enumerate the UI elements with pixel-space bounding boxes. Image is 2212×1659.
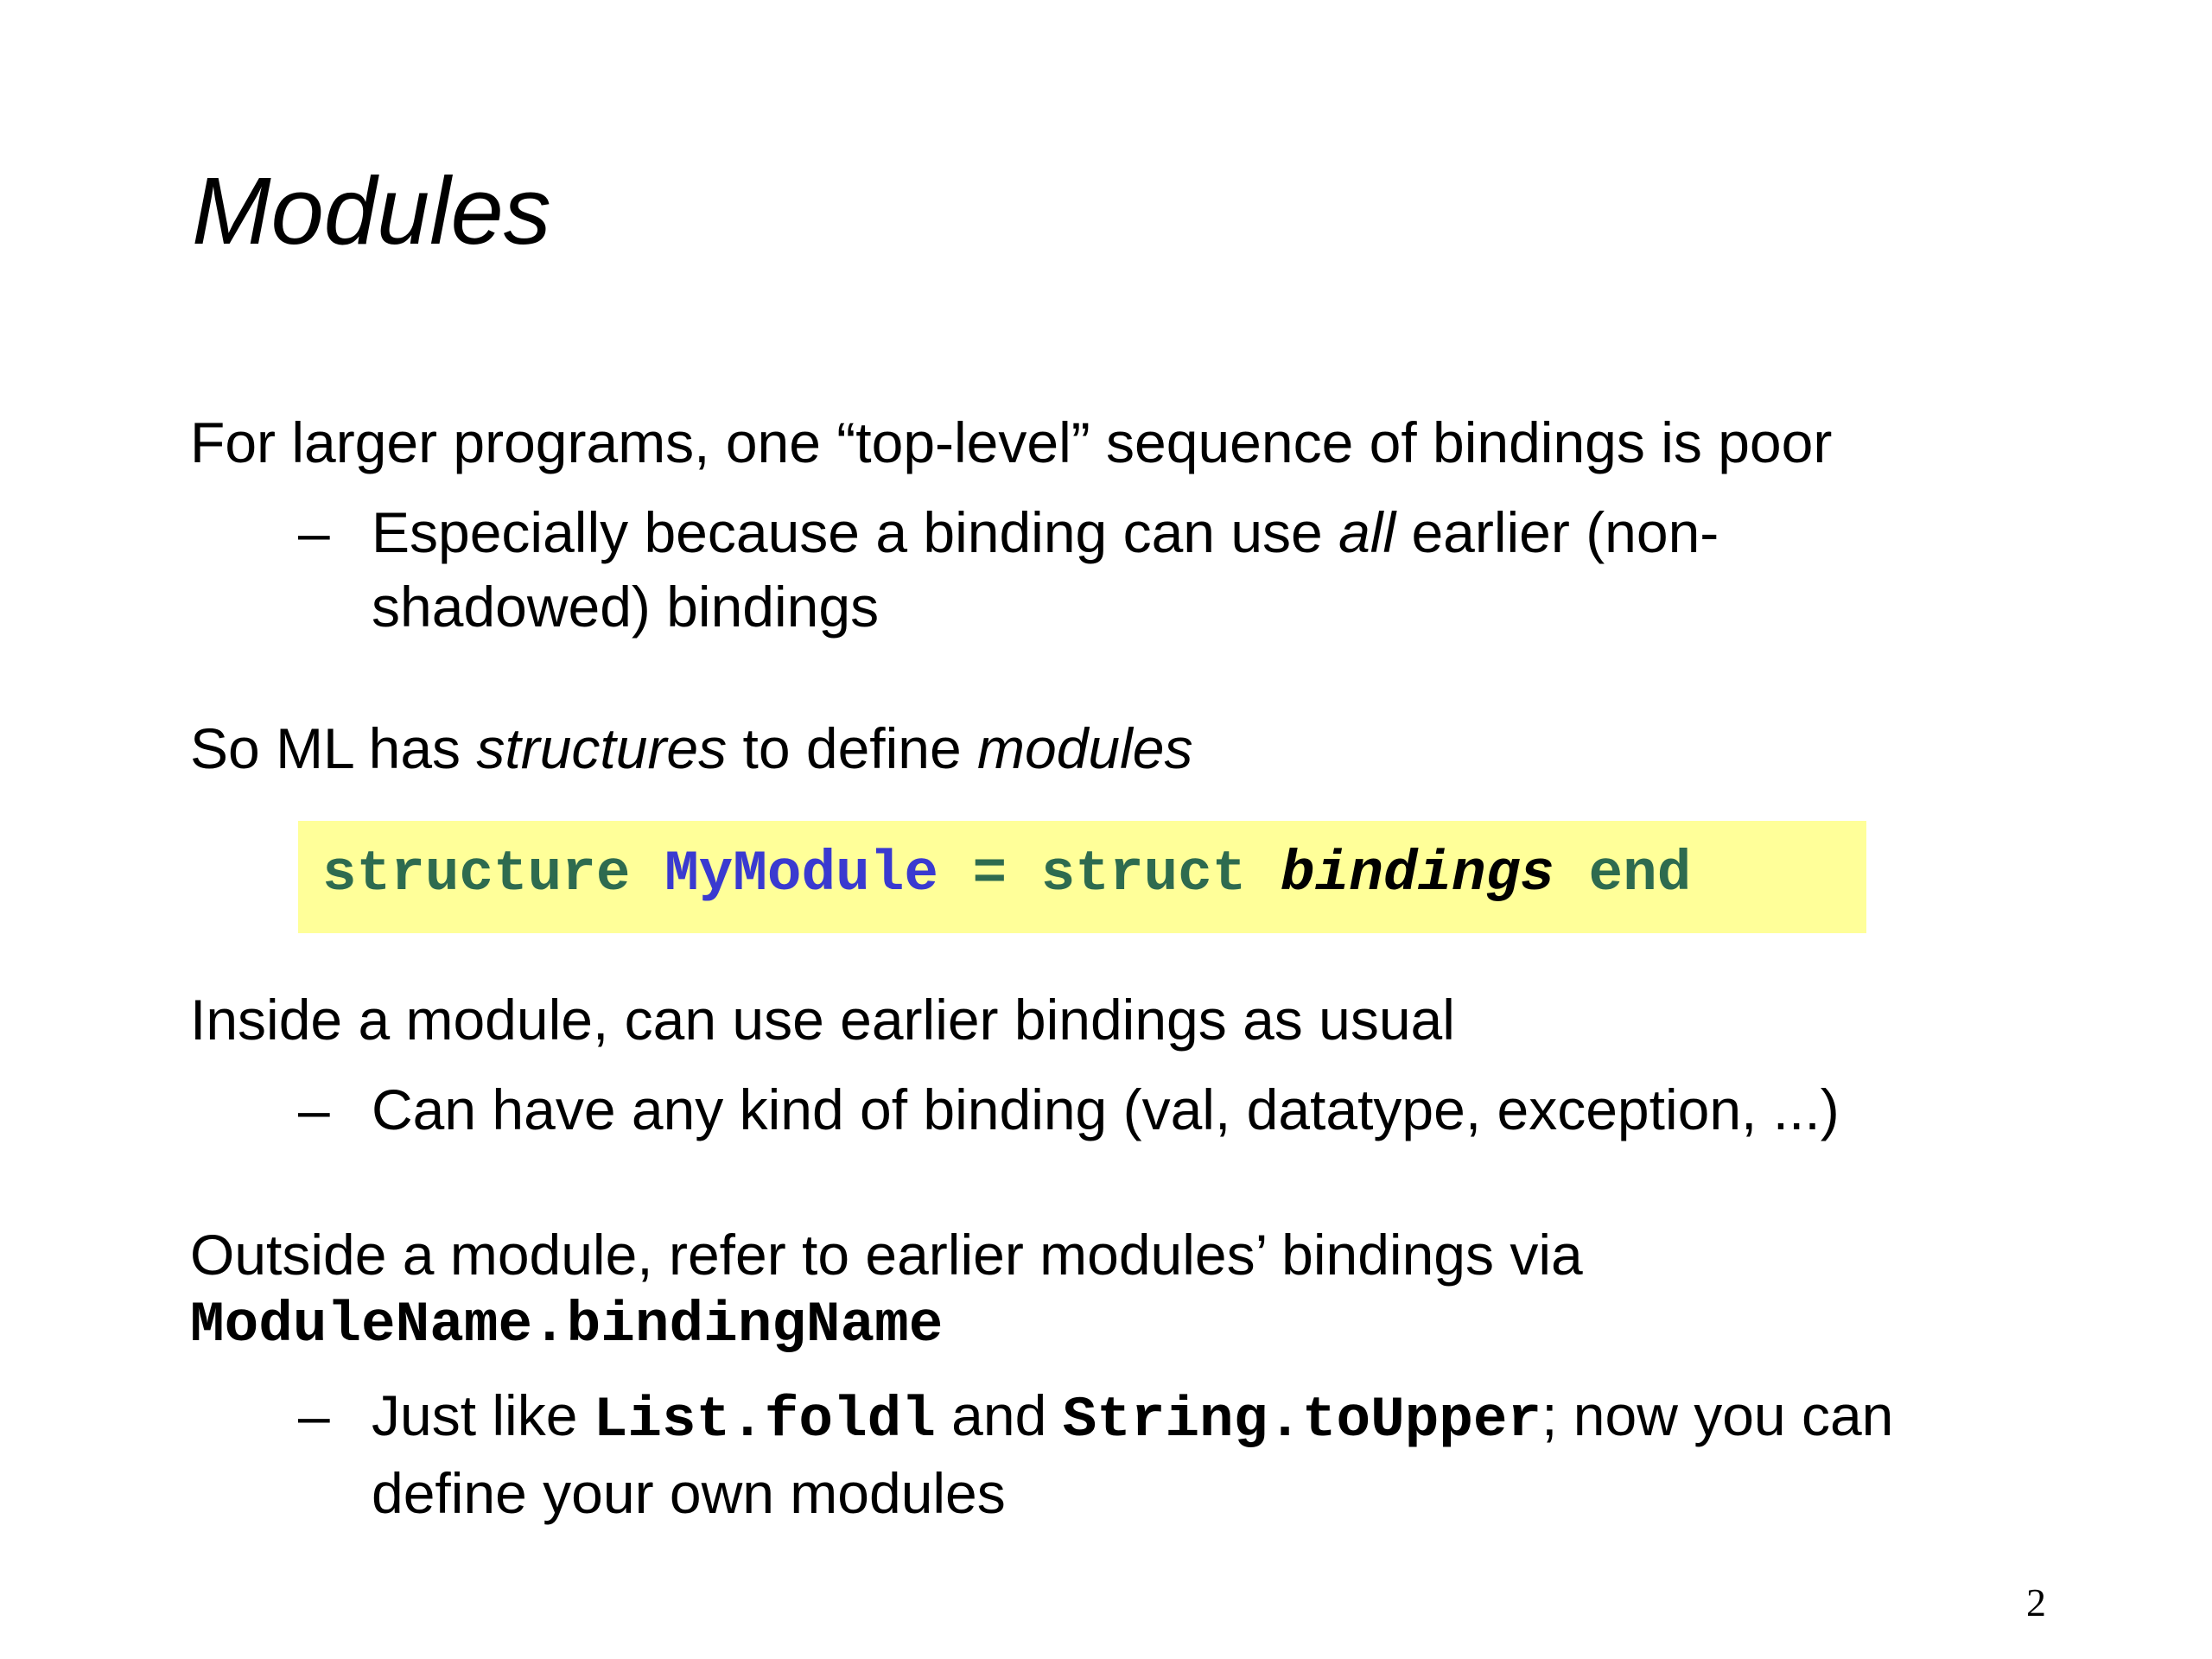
code-line bbox=[322, 840, 1691, 909]
slide-title: Modules bbox=[192, 158, 551, 264]
emphasis-all: all bbox=[1338, 500, 1396, 564]
text-fragment: and bbox=[935, 1383, 1063, 1447]
paragraph-larger-programs: For larger programs, one “top-level” sequence of bindings is poor bbox=[190, 410, 1833, 474]
emphasis-modules: modules bbox=[977, 716, 1193, 780]
sub-bullet-text bbox=[372, 1377, 1893, 1459]
module-name: MyModule bbox=[664, 842, 938, 906]
page-number: 2 bbox=[2026, 1580, 2046, 1624]
placeholder-bindings: bindings bbox=[1281, 842, 1554, 906]
dash-bullet-icon: – bbox=[298, 1383, 330, 1447]
sub-bullet-text: Can have any kind of binding (val, datatype, exception, ...) bbox=[372, 1077, 1840, 1141]
sub-bullet-text bbox=[372, 494, 1719, 570]
sub-bullet-text-line2: shadowed) bindings bbox=[372, 575, 880, 639]
emphasis-structures: structures bbox=[476, 716, 728, 780]
dash-bullet-icon: – bbox=[298, 1077, 330, 1141]
text-fragment: ; now you can bbox=[1541, 1383, 1894, 1447]
text-fragment: Just like bbox=[372, 1383, 594, 1447]
keyword-struct: = struct bbox=[972, 842, 1247, 906]
keyword-end: end bbox=[1588, 842, 1692, 906]
code-example-box bbox=[298, 821, 1866, 933]
code-string-toupper: String.toUpper bbox=[1062, 1388, 1542, 1452]
text-fragment: earlier (non- bbox=[1395, 500, 1719, 564]
code-list-foldl: List.foldl bbox=[593, 1388, 936, 1452]
dash-bullet-icon: – bbox=[298, 500, 330, 564]
paragraph-inside-module: Inside a module, can use earlier bindings as usual bbox=[190, 988, 1455, 1052]
paragraph-outside-module: Outside a module, refer to earlier modules’ bindings via bbox=[190, 1223, 1583, 1287]
text-fragment: Especially because a binding can use bbox=[372, 500, 1339, 564]
text-fragment: to define bbox=[727, 716, 978, 780]
text-fragment: So ML has bbox=[190, 716, 477, 780]
code-modulename-bindingname: ModuleName.bindingName bbox=[190, 1293, 944, 1357]
keyword-structure: structure bbox=[322, 842, 631, 906]
sub-bullet-text-line2: define your own modules bbox=[372, 1461, 1006, 1525]
paragraph-structures bbox=[190, 710, 1193, 786]
